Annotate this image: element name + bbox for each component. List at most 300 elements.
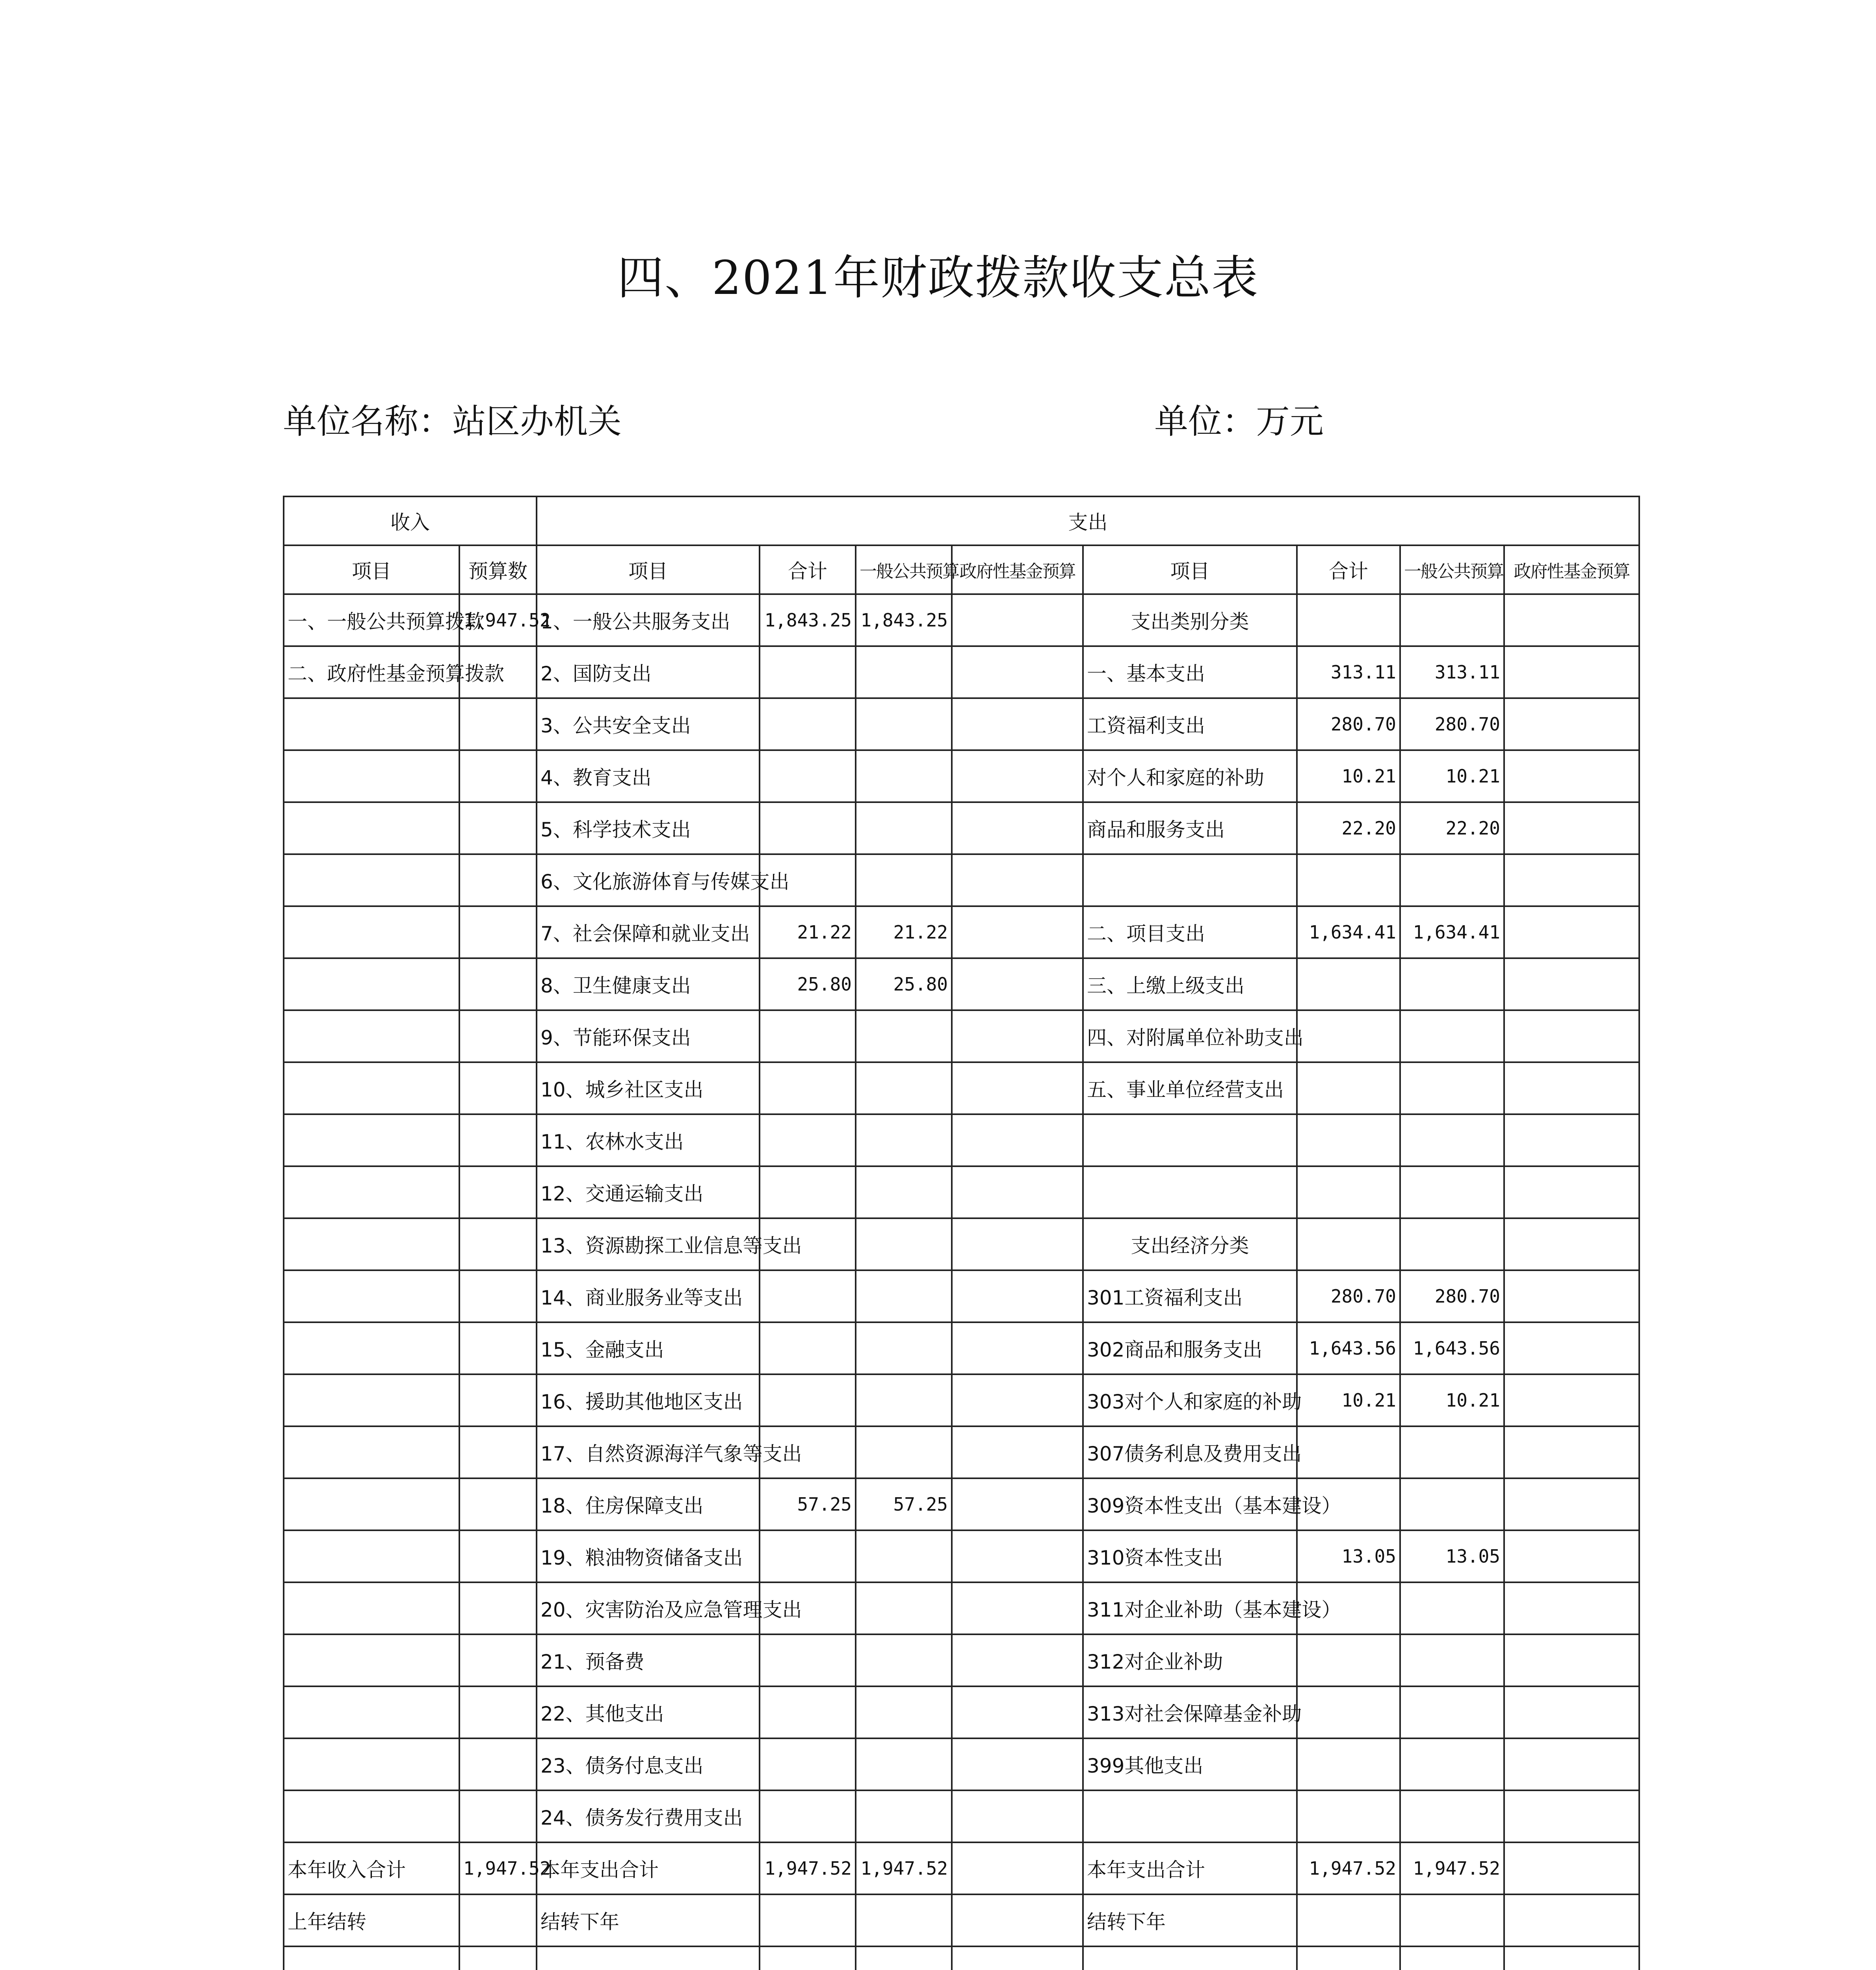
cell-category-item [1083, 1946, 1297, 1970]
cell-category-general: 280.70 [1400, 698, 1504, 750]
cell-income-budget [459, 750, 537, 802]
cell-category-item [1083, 1166, 1297, 1218]
cell-expense-item: 14、商业服务业等支出 [537, 1270, 760, 1322]
cell-expense-general [856, 1322, 952, 1374]
cell-expense-total: 1,947.52 [760, 1842, 856, 1894]
cell-category-general: 1,634.41 [1400, 906, 1504, 958]
cell-expense-general [856, 1218, 952, 1270]
cell-income-item [284, 802, 459, 854]
cell-expense-fund [952, 802, 1083, 854]
cell-category-item [1083, 854, 1297, 906]
table-row [284, 1426, 1639, 1478]
cell-category-fund [1504, 1894, 1639, 1946]
cell-category-fund [1504, 1790, 1639, 1842]
cell-category-fund [1504, 906, 1639, 958]
cell-category-total: 1,643.56 [1297, 1322, 1400, 1374]
cell-income-budget [459, 958, 537, 1010]
cell-income-budget [459, 1894, 537, 1946]
cell-expense-general [856, 1582, 952, 1634]
cell-income-budget: 1,947.52 [459, 1842, 537, 1894]
cell-expense-item: 5、科学技术支出 [537, 802, 760, 854]
cell-expense-total: 21.22 [760, 906, 856, 958]
cell-expense-general [856, 854, 952, 906]
cell-income-budget [459, 906, 537, 958]
cell-expense-general: 1,843.25 [856, 594, 952, 646]
cell-income-item [284, 854, 459, 906]
cell-expense-item: 11、农林水支出 [537, 1114, 760, 1166]
cell-income-item [284, 1738, 459, 1790]
cell-category-fund [1504, 1062, 1639, 1114]
table-row [284, 1218, 1639, 1270]
cell-income-item [284, 1582, 459, 1634]
cell-category-general [1400, 854, 1504, 906]
cell-expense-total [760, 1530, 856, 1582]
cell-category-item: 309资本性支出（基本建设） [1083, 1478, 1297, 1530]
cell-category-general: 10.21 [1400, 1374, 1504, 1426]
cell-category-item: 四、对附属单位补助支出 [1083, 1010, 1297, 1062]
cell-income-item [284, 1270, 459, 1322]
col-header-category-total: 合计 [1297, 545, 1400, 594]
cell-expense-total [760, 1322, 856, 1374]
col-header-expense-total: 合计 [760, 545, 856, 594]
cell-category-item: 302商品和服务支出 [1083, 1322, 1297, 1374]
cell-expense-item: 23、债务付息支出 [537, 1738, 760, 1790]
cell-expense-general: 25.80 [856, 958, 952, 1010]
cell-category-fund [1504, 1842, 1639, 1894]
cell-expense-item: 2、国防支出 [537, 646, 760, 698]
cell-income-budget [459, 1946, 537, 1970]
cell-expense-item: 18、住房保障支出 [537, 1478, 760, 1530]
cell-income-budget [459, 1478, 537, 1530]
cell-expense-item: 1、一般公共服务支出 [537, 594, 760, 646]
cell-expense-general [856, 1634, 952, 1686]
table-row [284, 1894, 1639, 1946]
cell-expense-general [856, 1114, 952, 1166]
cell-category-fund [1504, 750, 1639, 802]
section-header-row [284, 496, 1639, 545]
cell-category-general [1400, 1946, 1504, 1970]
cell-expense-fund [952, 1634, 1083, 1686]
cell-expense-total: 57.25 [760, 1478, 856, 1530]
cell-category-item: 310资本性支出 [1083, 1530, 1297, 1582]
table-row [284, 1114, 1639, 1166]
cell-category-total [1297, 1686, 1400, 1738]
cell-category-item [1083, 1114, 1297, 1166]
cell-category-item: 结转下年 [1083, 1894, 1297, 1946]
cell-income-budget [459, 1062, 537, 1114]
cell-income-item [284, 1114, 459, 1166]
cell-expense-item: 6、文化旅游体育与传媒支出 [537, 854, 760, 906]
cell-income-item: 二、政府性基金预算拨款 [284, 646, 459, 698]
cell-expense-total [760, 1894, 856, 1946]
cell-category-fund [1504, 1166, 1639, 1218]
cell-expense-item: 9、节能环保支出 [537, 1010, 760, 1062]
cell-expense-item: 16、援助其他地区支出 [537, 1374, 760, 1426]
cell-category-total [1297, 1218, 1400, 1270]
cell-income-item [284, 1530, 459, 1582]
cell-income-item [284, 1790, 459, 1842]
table-row [284, 1634, 1639, 1686]
table-row [284, 594, 1639, 646]
cell-expense-fund [952, 854, 1083, 906]
cell-income-item [284, 1166, 459, 1218]
col-header-income-budget: 预算数 [459, 545, 537, 594]
cell-expense-total: 1,843.25 [760, 594, 856, 646]
cell-income-item: 一、一般公共预算拨款 [284, 594, 459, 646]
cell-income-item [284, 1218, 459, 1270]
table-row [284, 1166, 1639, 1218]
cell-category-total: 1,947.52 [1297, 1842, 1400, 1894]
cell-category-fund [1504, 1634, 1639, 1686]
cell-expense-general: 1,947.52 [856, 1842, 952, 1894]
cell-category-total [1297, 1062, 1400, 1114]
cell-expense-total [760, 1010, 856, 1062]
cell-expense-fund [952, 1114, 1083, 1166]
cell-category-general: 313.11 [1400, 646, 1504, 698]
cell-expense-fund [952, 594, 1083, 646]
cell-category-general [1400, 1062, 1504, 1114]
table-row [284, 802, 1639, 854]
cell-expense-item: 21、预备费 [537, 1634, 760, 1686]
cell-expense-general: 57.25 [856, 1478, 952, 1530]
column-header-row [284, 545, 1639, 594]
cell-expense-fund [952, 1894, 1083, 1946]
cell-category-general: 1,947.52 [1400, 1842, 1504, 1894]
cell-category-general: 22.20 [1400, 802, 1504, 854]
cell-category-general [1400, 1478, 1504, 1530]
cell-category-fund [1504, 1738, 1639, 1790]
cell-expense-general [856, 1894, 952, 1946]
cell-category-item: 商品和服务支出 [1083, 802, 1297, 854]
cell-expense-total [760, 1790, 856, 1842]
cell-income-item [284, 1634, 459, 1686]
cell-category-total [1297, 594, 1400, 646]
cell-category-total [1297, 1010, 1400, 1062]
cell-expense-item: 19、粮油物资储备支出 [537, 1530, 760, 1582]
table-row [284, 1478, 1639, 1530]
table-row [284, 1842, 1639, 1894]
cell-category-fund [1504, 646, 1639, 698]
cell-category-item: 二、项目支出 [1083, 906, 1297, 958]
cell-income-item [284, 1062, 459, 1114]
cell-category-total [1297, 1166, 1400, 1218]
cell-expense-total [760, 750, 856, 802]
cell-expense-total [760, 646, 856, 698]
cell-expense-general [856, 1790, 952, 1842]
cell-expense-item: 13、资源勘探工业信息等支出 [537, 1218, 760, 1270]
cell-category-general [1400, 1790, 1504, 1842]
cell-expense-general: 21.22 [856, 906, 952, 958]
cell-category-item: 支出经济分类 [1083, 1218, 1297, 1270]
cell-category-fund [1504, 1946, 1639, 1970]
cell-income-item [284, 1946, 459, 1970]
table-row [284, 1530, 1639, 1582]
cell-expense-general [856, 1530, 952, 1582]
cell-expense-fund [952, 1218, 1083, 1270]
cell-expense-general [856, 1062, 952, 1114]
cell-expense-fund [952, 1790, 1083, 1842]
cell-category-total: 13.05 [1297, 1530, 1400, 1582]
cell-expense-general [856, 802, 952, 854]
cell-expense-total: 25.80 [760, 958, 856, 1010]
cell-income-budget [459, 854, 537, 906]
cell-expense-total [760, 1270, 856, 1322]
cell-expense-fund [952, 1322, 1083, 1374]
cell-expense-general [856, 1426, 952, 1478]
cell-income-item [284, 906, 459, 958]
table-row [284, 1270, 1639, 1322]
table-row [284, 1062, 1639, 1114]
cell-category-total [1297, 1114, 1400, 1166]
cell-expense-total [760, 1946, 856, 1970]
cell-category-fund [1504, 802, 1639, 854]
cell-expense-general [856, 646, 952, 698]
cell-category-fund [1504, 1478, 1639, 1530]
cell-expense-fund [952, 1374, 1083, 1426]
cell-expense-general [856, 1374, 952, 1426]
cell-expense-item: 12、交通运输支出 [537, 1166, 760, 1218]
cell-expense-item: 7、社会保障和就业支出 [537, 906, 760, 958]
cell-expense-general [856, 1010, 952, 1062]
table-row [284, 646, 1639, 698]
cell-expense-item [537, 1946, 760, 1970]
table-row [284, 854, 1639, 906]
cell-income-item [284, 1426, 459, 1478]
cell-income-item [284, 698, 459, 750]
cell-income-item [284, 1010, 459, 1062]
cell-expense-fund [952, 1842, 1083, 1894]
cell-expense-fund [952, 958, 1083, 1010]
cell-income-budget [459, 1634, 537, 1686]
cell-category-fund [1504, 1218, 1639, 1270]
cell-expense-item: 22、其他支出 [537, 1686, 760, 1738]
cell-expense-general [856, 750, 952, 802]
cell-category-item: 311对企业补助（基本建设） [1083, 1582, 1297, 1634]
cell-expense-item: 17、自然资源海洋气象等支出 [537, 1426, 760, 1478]
cell-income-budget [459, 1374, 537, 1426]
cell-income-item [284, 958, 459, 1010]
col-header-income-item: 项目 [284, 545, 459, 594]
cell-income-budget [459, 1166, 537, 1218]
cell-category-general [1400, 1114, 1504, 1166]
cell-category-item: 一、基本支出 [1083, 646, 1297, 698]
cell-expense-total [760, 1062, 856, 1114]
table-row [284, 1010, 1639, 1062]
cell-expense-item: 24、债务发行费用支出 [537, 1790, 760, 1842]
cell-category-fund [1504, 1010, 1639, 1062]
cell-category-general [1400, 1686, 1504, 1738]
cell-income-item: 本年收入合计 [284, 1842, 459, 1894]
cell-income-item [284, 750, 459, 802]
cell-income-budget [459, 1790, 537, 1842]
cell-expense-item: 10、城乡社区支出 [537, 1062, 760, 1114]
cell-expense-general [856, 1270, 952, 1322]
cell-income-budget [459, 1686, 537, 1738]
cell-income-budget [459, 1582, 537, 1634]
cell-category-general: 13.05 [1400, 1530, 1504, 1582]
col-header-category-general: 一般公共预算 [1400, 545, 1504, 594]
cell-expense-total [760, 1686, 856, 1738]
cell-category-item: 五、事业单位经营支出 [1083, 1062, 1297, 1114]
cell-category-general [1400, 1166, 1504, 1218]
cell-category-fund [1504, 1374, 1639, 1426]
cell-category-general [1400, 958, 1504, 1010]
cell-category-total [1297, 1426, 1400, 1478]
cell-expense-item: 8、卫生健康支出 [537, 958, 760, 1010]
cell-expense-fund [952, 1166, 1083, 1218]
cell-category-general [1400, 1634, 1504, 1686]
table-row [284, 1946, 1639, 1970]
cell-category-general: 10.21 [1400, 750, 1504, 802]
cell-expense-item: 15、金融支出 [537, 1322, 760, 1374]
cell-expense-fund [952, 906, 1083, 958]
cell-expense-general [856, 1166, 952, 1218]
cell-expense-fund [952, 1946, 1083, 1970]
cell-expense-total [760, 802, 856, 854]
section-expense: 支出 [537, 496, 1639, 545]
cell-income-budget [459, 1530, 537, 1582]
cell-category-fund [1504, 1686, 1639, 1738]
cell-income-budget [459, 802, 537, 854]
cell-category-total [1297, 854, 1400, 906]
cell-category-total [1297, 958, 1400, 1010]
cell-expense-fund [952, 750, 1083, 802]
cell-income-item [284, 1478, 459, 1530]
cell-income-item: 上年结转 [284, 1894, 459, 1946]
table-row [284, 750, 1639, 802]
col-header-category-item: 项目 [1083, 545, 1297, 594]
cell-expense-item: 结转下年 [537, 1894, 760, 1946]
page-title: 四、2021年财政拨款收支总表 [617, 251, 1259, 305]
cell-income-budget [459, 1114, 537, 1166]
cell-expense-total [760, 1166, 856, 1218]
col-header-expense-fund: 政府性基金预算 [952, 545, 1083, 594]
cell-income-budget [459, 1010, 537, 1062]
cell-expense-total [760, 1738, 856, 1790]
cell-income-budget [459, 1270, 537, 1322]
cell-category-fund [1504, 1114, 1639, 1166]
cell-expense-fund [952, 646, 1083, 698]
cell-income-item [284, 1322, 459, 1374]
cell-expense-item: 3、公共安全支出 [537, 698, 760, 750]
unit-name: 单位名称：站区办机关 [283, 402, 622, 441]
cell-category-fund [1504, 1582, 1639, 1634]
cell-expense-fund [952, 1738, 1083, 1790]
cell-expense-fund [952, 1582, 1083, 1634]
cell-expense-fund [952, 698, 1083, 750]
cell-category-item: 三、上缴上级支出 [1083, 958, 1297, 1010]
cell-expense-item: 20、灾害防治及应急管理支出 [537, 1582, 760, 1634]
table-row [284, 1374, 1639, 1426]
cell-expense-total [760, 1374, 856, 1426]
cell-expense-general [856, 1686, 952, 1738]
budget-table [283, 496, 1640, 1970]
cell-expense-general [856, 1946, 952, 1970]
cell-category-general [1400, 1738, 1504, 1790]
cell-category-total [1297, 1894, 1400, 1946]
cell-category-general [1400, 1426, 1504, 1478]
cell-category-item: 303对个人和家庭的补助 [1083, 1374, 1297, 1426]
col-header-expense-item: 项目 [537, 545, 760, 594]
cell-category-general: 280.70 [1400, 1270, 1504, 1322]
cell-expense-general [856, 1738, 952, 1790]
cell-category-total: 280.70 [1297, 1270, 1400, 1322]
cell-income-budget [459, 1322, 537, 1374]
cell-expense-fund [952, 1530, 1083, 1582]
cell-expense-fund [952, 1062, 1083, 1114]
col-header-category-fund: 政府性基金预算 [1504, 545, 1639, 594]
cell-category-general [1400, 1894, 1504, 1946]
cell-category-fund [1504, 698, 1639, 750]
cell-category-total [1297, 1790, 1400, 1842]
cell-category-total [1297, 1946, 1400, 1970]
cell-category-item: 支出类别分类 [1083, 594, 1297, 646]
cell-category-fund [1504, 1426, 1639, 1478]
table-row [284, 1322, 1639, 1374]
table-row [284, 1582, 1639, 1634]
cell-category-item: 313对社会保障基金补助 [1083, 1686, 1297, 1738]
cell-category-total: 10.21 [1297, 750, 1400, 802]
cell-category-item: 工资福利支出 [1083, 698, 1297, 750]
cell-category-total: 1,634.41 [1297, 906, 1400, 958]
cell-expense-item: 4、教育支出 [537, 750, 760, 802]
cell-income-budget: 1,947.52 [459, 594, 537, 646]
cell-expense-general [856, 698, 952, 750]
cell-income-budget [459, 698, 537, 750]
cell-income-budget [459, 1738, 537, 1790]
cell-category-item: 301工资福利支出 [1083, 1270, 1297, 1322]
cell-category-general [1400, 594, 1504, 646]
cell-expense-total [760, 698, 856, 750]
cell-income-budget [459, 1426, 537, 1478]
cell-category-general: 1,643.56 [1400, 1322, 1504, 1374]
cell-income-item [284, 1686, 459, 1738]
cell-expense-item: 本年支出合计 [537, 1842, 760, 1894]
cell-category-item: 312对企业补助 [1083, 1634, 1297, 1686]
table-row [284, 906, 1639, 958]
cell-expense-fund [952, 1270, 1083, 1322]
cell-expense-fund [952, 1478, 1083, 1530]
cell-category-fund [1504, 1530, 1639, 1582]
cell-expense-fund [952, 1010, 1083, 1062]
col-header-expense-general: 一般公共预算 [856, 545, 952, 594]
table-row [284, 698, 1639, 750]
table-row [284, 1686, 1639, 1738]
table-row [284, 1790, 1639, 1842]
cell-category-total: 313.11 [1297, 646, 1400, 698]
cell-category-total: 280.70 [1297, 698, 1400, 750]
cell-category-item: 对个人和家庭的补助 [1083, 750, 1297, 802]
cell-expense-fund [952, 1426, 1083, 1478]
table-row [284, 1738, 1639, 1790]
cell-category-item: 307债务利息及费用支出 [1083, 1426, 1297, 1478]
cell-expense-fund [952, 1686, 1083, 1738]
cell-category-general [1400, 1582, 1504, 1634]
cell-income-item [284, 1374, 459, 1426]
cell-category-item [1083, 1790, 1297, 1842]
cell-income-budget [459, 1218, 537, 1270]
cell-category-fund [1504, 854, 1639, 906]
cell-category-total: 22.20 [1297, 802, 1400, 854]
cell-category-item: 本年支出合计 [1083, 1842, 1297, 1894]
section-income: 收入 [284, 496, 537, 545]
cell-category-total [1297, 1738, 1400, 1790]
cell-category-total: 10.21 [1297, 1374, 1400, 1426]
cell-category-item: 399其他支出 [1083, 1738, 1297, 1790]
unit-measure: 单位：万元 [1154, 402, 1324, 441]
cell-expense-total [760, 1114, 856, 1166]
cell-category-total [1297, 1634, 1400, 1686]
